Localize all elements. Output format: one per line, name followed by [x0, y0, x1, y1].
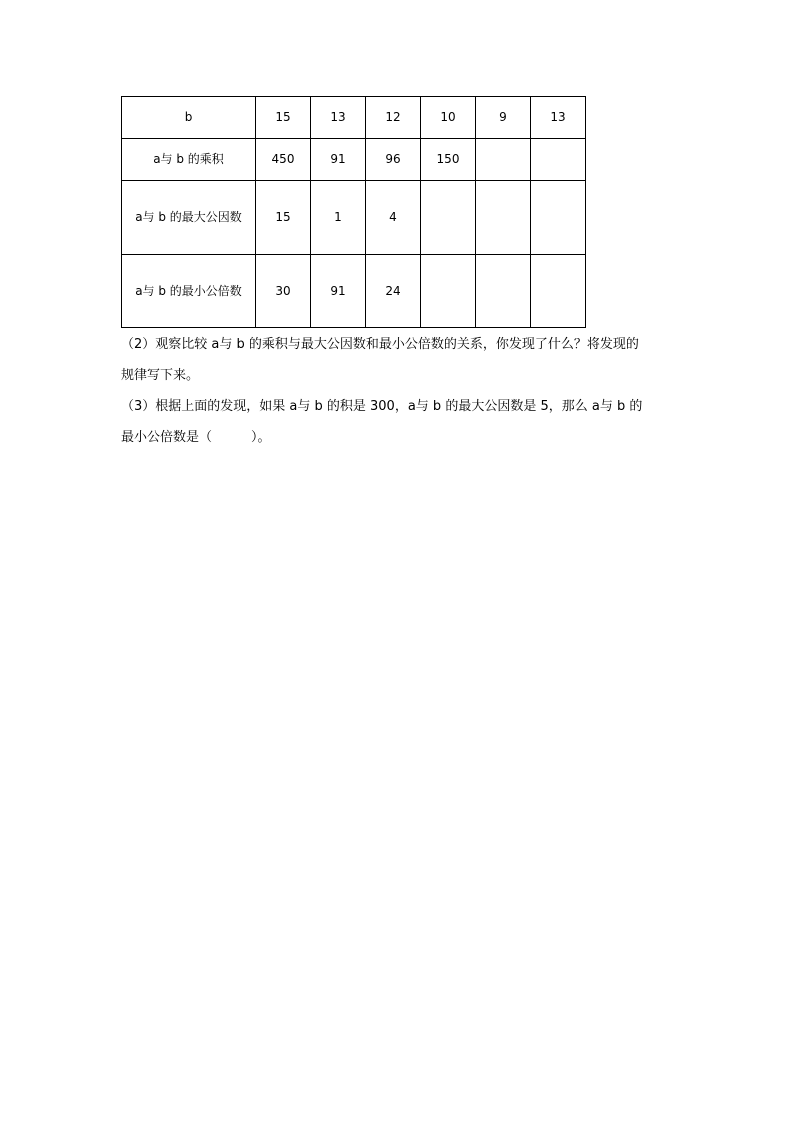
table-cell: 1 — [311, 181, 366, 255]
table-cell-blank[interactable] — [476, 139, 531, 181]
question-2-line-1: （2）观察比较 a与 b 的乘积与最大公因数和最小公倍数的关系，你发现了什么？将发现的 — [121, 337, 639, 352]
table-row-gcd — [122, 181, 586, 255]
table-cell: 15 — [256, 97, 311, 139]
table-cell: 10 — [421, 97, 476, 139]
data-table — [121, 96, 586, 328]
row-label: a与 b 的乘积 — [122, 139, 256, 181]
table-cell: 15 — [256, 181, 311, 255]
table-cell: 96 — [366, 139, 421, 181]
table-cell-blank[interactable] — [531, 255, 586, 328]
table-cell: 30 — [256, 255, 311, 328]
table-cell-blank[interactable] — [421, 255, 476, 328]
question-2-line-2: 规律写下来。 — [121, 368, 200, 383]
question-3-line-2[interactable]: 最小公倍数是（ ）。 — [121, 430, 271, 445]
table-cell: 13 — [311, 97, 366, 139]
table-cell: 12 — [366, 97, 421, 139]
table-cell-blank[interactable] — [476, 181, 531, 255]
table-cell-blank[interactable] — [531, 139, 586, 181]
table-cell: 150 — [421, 139, 476, 181]
table-cell: 91 — [311, 139, 366, 181]
question-3-line-1: （3）根据上面的发现，如果 a与 b 的积是 300，a与 b 的最大公因数是 5，那么 a与 b 的 — [121, 399, 643, 414]
table-cell: 91 — [311, 255, 366, 328]
table-row-lcm — [122, 255, 586, 328]
question-2 — [121, 329, 681, 391]
row-label: a与 b 的最小公倍数 — [135, 283, 242, 298]
row-label: a与 b 的最大公因数 — [135, 210, 242, 224]
question-3 — [121, 391, 681, 453]
table-cell: 24 — [366, 255, 421, 328]
row-label: b — [122, 97, 256, 139]
table-cell-blank[interactable] — [421, 181, 476, 255]
table-row-b — [122, 97, 586, 139]
table-cell: 4 — [366, 181, 421, 255]
table-cell: 9 — [476, 97, 531, 139]
table-cell: 450 — [256, 139, 311, 181]
table-cell: 13 — [531, 97, 586, 139]
table-cell-blank[interactable] — [476, 255, 531, 328]
table-row-product — [122, 139, 586, 181]
table-cell-blank[interactable] — [531, 181, 586, 255]
